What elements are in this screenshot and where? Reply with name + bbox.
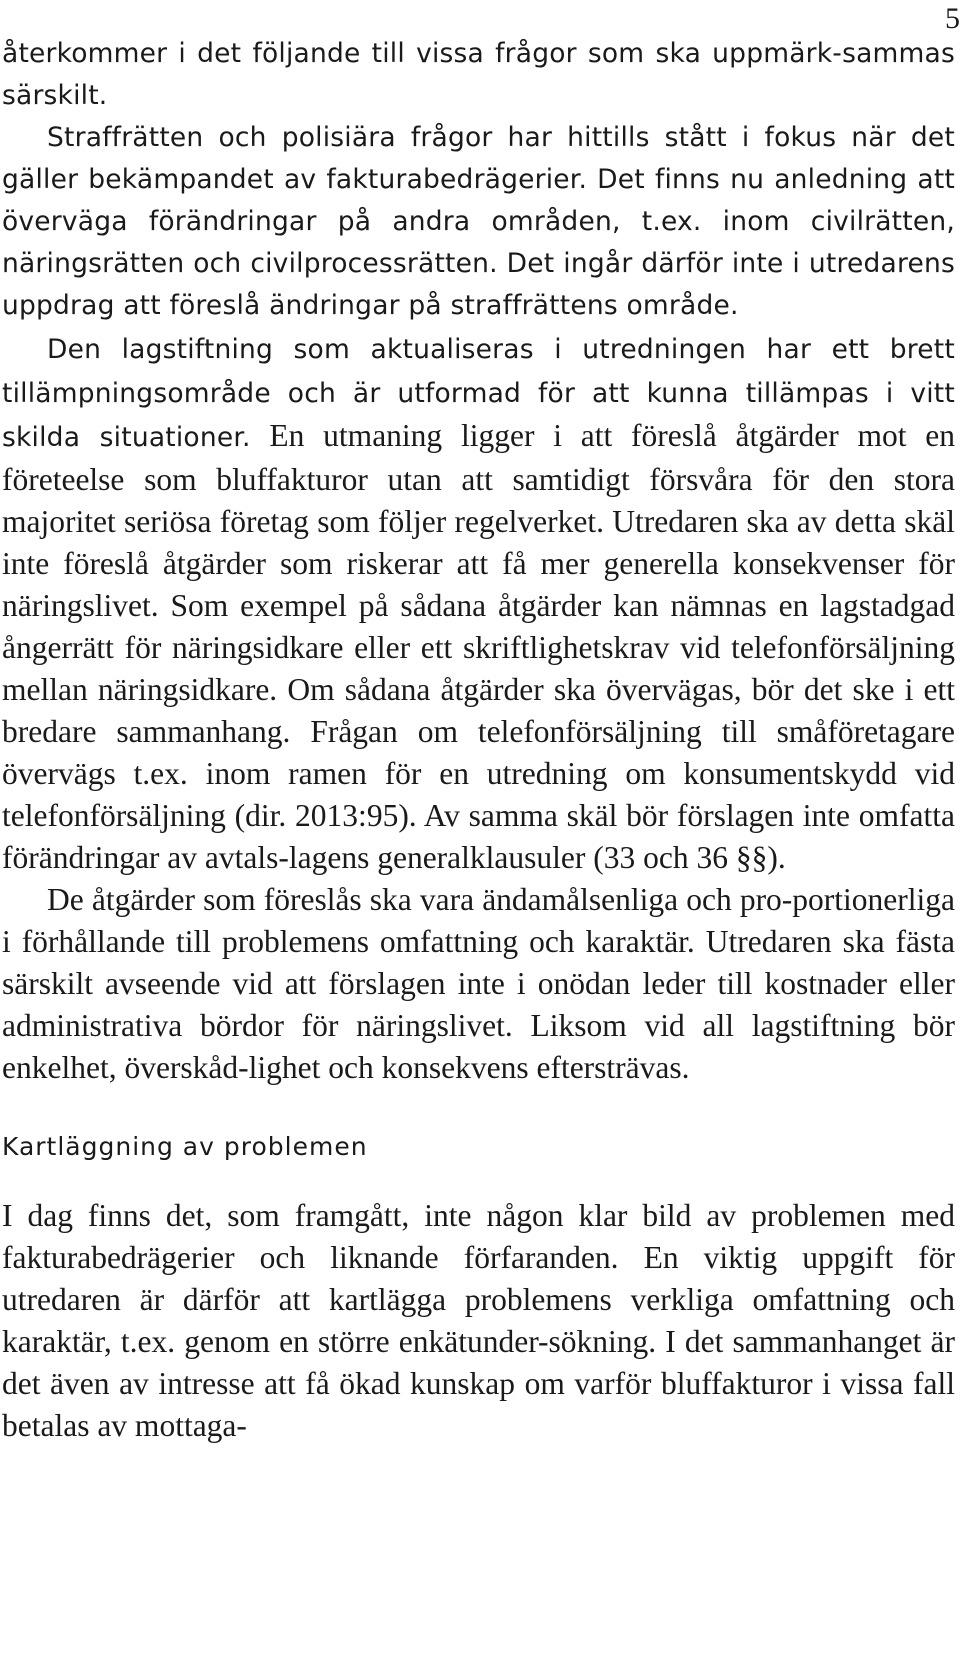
paragraph-text: I dag finns det, som framgått, inte någon klar bild av problemen med fakturabedrägerier och liknande förfaranden. En viktig uppgift för utredaren är därför att kartlägga problemens verkliga omfattning och karaktär, t.ex. genom en större enkätunder-sökning. I det sammanhanget är det även av intresse att få ökad kunskap om varför bluffakturor i vissa fall betalas av mottaga- <box>2 1198 955 1443</box>
page-number: 5 <box>945 2 960 35</box>
paragraph-text: Straffrätten och polisiära frågor har hittills stått i fokus när det gäller bekämpandet av fakturabedrägerier. Det finns nu anledning att överväga förändringar på andra områden, t.ex. inom civilrätten, näringsrätten och civilprocessrätten. Det ingår därför inte i utredarens uppdrag att föreslå ändringar på straffrättens område. <box>2 122 955 321</box>
paragraph <box>2 117 955 327</box>
paragraph <box>2 33 955 117</box>
paragraph <box>2 327 955 879</box>
paragraph-text: En utmaning ligger i att föreslå åtgärder mot en företeelse som bluffakturor utan att samtidigt försvåra för den stora majoritet seriösa företag som följer regelverket. Utredaren ska av detta skäl inte föreslå åtgärder som riskerar att få mer generella konsekvenser för näringslivet. Som exempel på sådana åtgärder kan nämnas en lagstadgad ångerrätt för näringsidkare eller ett skriftlighetskrav vid telefonförsäljning mellan näringsidkare. Om sådana åtgärder ska övervägas, bör det ske i ett bredare sammanhang. Frågan om telefonförsäljning till småföretagare övervägs t.ex. inom ramen för en utredning om konsumentskydd vid telefonförsäljning (dir. 2013:95). Av samma skäl bör förslagen inte omfatta förändringar av avtals-lagens generalklausuler (33 och 36 §§). <box>2 418 955 875</box>
paragraph <box>2 1195 955 1447</box>
paragraph-text: återkommer i det följande till vissa frågor som ska uppmärk-sammas särskilt. <box>2 38 955 111</box>
document-body <box>2 33 955 1447</box>
section-heading: Kartläggning av problemen <box>2 1132 368 1161</box>
paragraph <box>2 879 955 1089</box>
paragraph-text: De åtgärder som föreslås ska vara ändamålsenliga och pro-portionerliga i förhållande till problemens omfattning och karaktär. Utredaren ska fästa särskilt avseende vid att förslagen inte i onödan leder till kostnader eller administrativa bördor för näringslivet. Liksom vid all lagstiftning bör enkelhet, överskåd-lighet och konsekvens eftersträvas. <box>2 882 955 1085</box>
paragraph-text-sans: Den lagstiftning som aktualiseras i utredningen har ett brett tillämpningsområde och är utformad för att kunna tillämpas i vitt skilda situationer. <box>2 334 955 453</box>
